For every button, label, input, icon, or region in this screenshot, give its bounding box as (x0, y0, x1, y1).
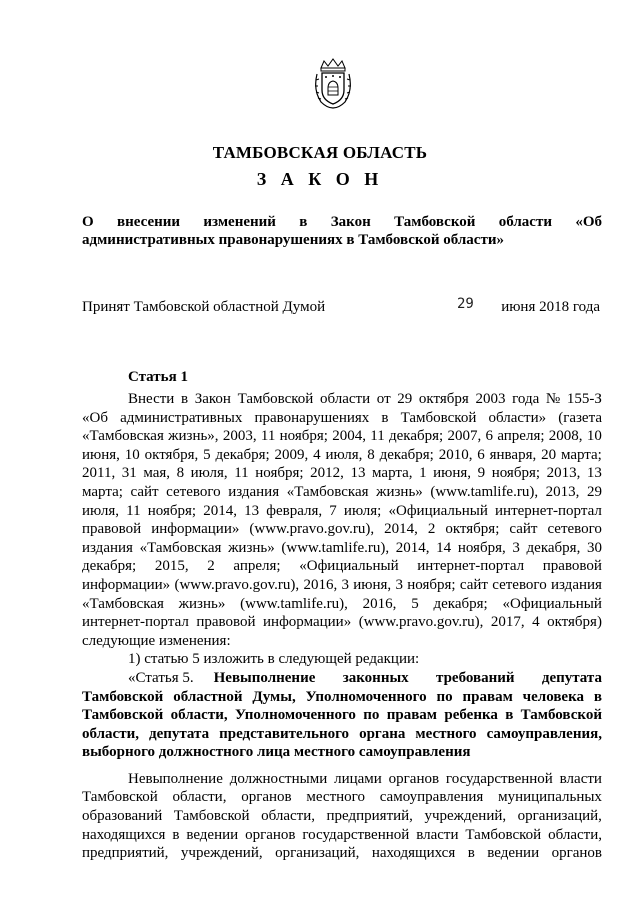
adoption-line (82, 296, 602, 319)
text-line: декабря; 2015, 2 апреля; «Официальный интернет-портал правовой (82, 558, 602, 575)
text-line: «Тамбовская жизнь» (www.tamlife.ru), 2016, 5 декабря; «Официальный (82, 595, 602, 612)
article-5-body-line: находящихся в ведении органов государственной власти Тамбовской области, (82, 826, 602, 843)
law-subject-word: Закон (330, 214, 371, 230)
text-line: интернет-портал правовой информации» (www.pravo.gov.ru), 2017, 4 октября) (82, 614, 602, 631)
amendment-item: 1) статью 5 изложить в следующей редакции: (128, 651, 420, 668)
law-subject-line-1 (82, 213, 602, 231)
article-5-title-line: области, депутата представительного органа местного самоуправления, (82, 725, 602, 742)
text-line: июня, 10 октября, 5 декабря; 2009, 4 июля, 8 декабря; 2010, 6 января, 20 марта; (82, 446, 602, 463)
text-line: «Об административных правонарушениях в Тамбовской области» (газета (82, 409, 602, 426)
article-5-body-line: Тамбовской области, органов местного самоуправления муниципальных (82, 789, 602, 806)
law-subject-word: в (299, 214, 308, 230)
article-5-title-line: Тамбовской области, Уполномоченного по правам ребенка в Тамбовской (82, 707, 602, 724)
article-5-prefix: «Статья 5. (128, 669, 194, 686)
law-subject-word: внесении (117, 214, 181, 230)
document-type-heading: З А К О Н (256, 169, 384, 189)
text-line: издания «Тамбовская жизнь» (www.tamlife.ru), 2014, 14 ноября, 3 декабря, 30 (82, 539, 602, 556)
article-body (82, 390, 602, 863)
text-line: Внести в Закон Тамбовской области от 29 октября 2003 года № 155-З (128, 391, 602, 407)
text-line: правовой информации» (www.pravo.gov.ru), 2014, 2 октября; сайт сетевого (82, 521, 602, 538)
article-5-title-start: Невыполнение законных требований депутата (213, 669, 602, 686)
article-heading: Статья 1 (128, 369, 188, 385)
law-subject-word: «Об (575, 214, 602, 230)
adopted-by: Принят Тамбовской областной Думой (82, 299, 326, 315)
text-line: июля, 11 ноября; 2014, 13 февраля, 7 июля; «Официальный интернет-портал (82, 502, 602, 519)
article-5-body-line: Невыполнение должностными лицами органов государственной власти (128, 770, 602, 787)
text-line: следующие изменения: (82, 632, 231, 649)
article-5-title-line (82, 669, 602, 688)
law-subject-word: области (498, 214, 552, 230)
tambov-coat-of-arms-icon (313, 58, 353, 110)
region-title: ТАМБОВСКАЯ ОБЛАСТЬ (212, 143, 428, 162)
law-subject (82, 213, 602, 249)
text-line: информации» (www.pravo.gov.ru), 2016, 3 июня, 3 ноября; сайт сетевого издания (82, 576, 602, 593)
article-5-body-line: образований Тамбовской области, предприятий, учреждений, организаций, (82, 808, 602, 825)
law-subject-word: Тамбовской (394, 214, 476, 230)
text-line: 2011, 31 мая, 8 июля, 11 ноября; 2012, 13 марта, 1 июня, 9 ноября; 2013, 13 (82, 465, 602, 482)
text-line: «Тамбовская жизнь», 2003, 11 ноября; 2004, 11 декабря; 2007, 6 апреля; 2008, 10 (82, 428, 602, 445)
adoption-day: 29 (457, 296, 474, 312)
adoption-month-year: июня 2018 года (501, 299, 600, 315)
law-subject-word: изменений (203, 214, 276, 230)
article-5-body-line: предприятий, учреждений, организаций, находящихся в ведении органов (82, 845, 602, 862)
law-subject-line-2: административных правонарушениях в Тамбовской области» (82, 232, 504, 248)
text-line: марта; сайт сетевого издания «Тамбовская жизнь» (www.tamlife.ru), 2013, 29 (82, 483, 602, 500)
article-5-title-line: Тамбовской областной Думы, Уполномоченного по правам человека в (82, 688, 602, 705)
law-subject-word: О (82, 214, 94, 230)
article-5-title-line: выборного должностного лица местного самоуправления (82, 744, 471, 761)
